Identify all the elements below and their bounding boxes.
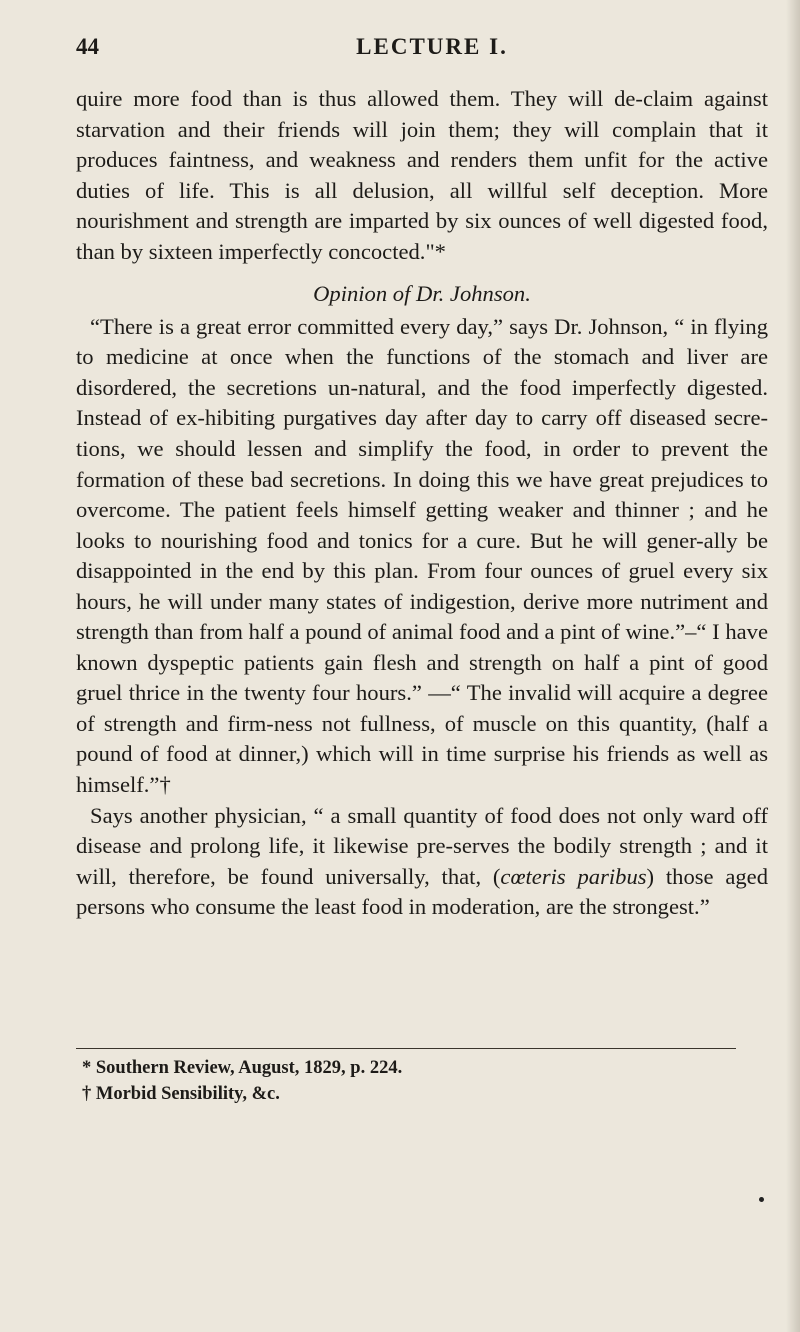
paragraph-text-after: ) those aged persons who consume the least food in moderation, are the strongest.” [76, 863, 769, 920]
paragraph-another-physician [76, 801, 768, 923]
paragraph-johnson-quote: “There is a great error committed every day,” says Dr. Johnson, “ in flying to medicine at once when the functions of the stomach and liver are disordered, the secretions un-natural, and the food imperfectly digested. Instead of ex-hibiting purgatives day after day to carry off diseased secre-tions, we should lessen and simplify the food, in order to prevent the formation of these bad secretions. In doing this we have great prejudices to overcome. The patient feels himself getting weaker and thinner ; and he looks to nourishing food and tonics for a cure. But he will gener-ally be disappointed in the end by this plan. From four ounces of gruel every six hours, he will under many states of indigestion, derive more nutriment and strength than from half a pound of animal food and a pint of wine.”–“ I have known dyspeptic patients gain flesh and strength on half a pint of good gruel thrice in the twenty four hours.” —“ The invalid will acquire a degree of strength and firm-ness not fullness, of muscle on this quantity, (half a pound of food at dinner,) which will in time surprise his friends as well as himself.”† [76, 313, 768, 798]
latin-phrase: cœteris paribus [500, 863, 647, 889]
body-text [76, 84, 768, 923]
paragraph-continuation: quire more food than is thus allowed them. They will de-claim against starvation and their friends will join them; they will complain that it produces faintness, and weakness and renders them unfit for the active duties of life. This is all delusion, all willful self deception. More nourishment and strength are imparted by six ounces of well digested food, than by sixteen imperfectly concocted."* [76, 86, 768, 264]
footnote-southern-review: * Southern Review, August, 1829, p. 224. [82, 1058, 403, 1078]
footnote-divider [76, 1048, 736, 1049]
page-header [76, 34, 768, 64]
page-number: 44 [76, 34, 99, 59]
section-heading: Opinion of Dr. Johnson. [313, 281, 531, 307]
page-edge-shadow [786, 0, 800, 1332]
ink-speck [759, 1197, 764, 1202]
running-head: LECTURE I. [356, 34, 508, 59]
footnote-morbid-sensibility: † Morbid Sensibility, &c. [82, 1084, 280, 1104]
footnotes [82, 1055, 762, 1107]
paragraph-text-before: Says another physician, “ a small quantity of food does not only ward off disease and prolong life, it likewise pre-serves the bodily strength ; and it will, therefore, be found universally, that, ( [76, 802, 768, 889]
